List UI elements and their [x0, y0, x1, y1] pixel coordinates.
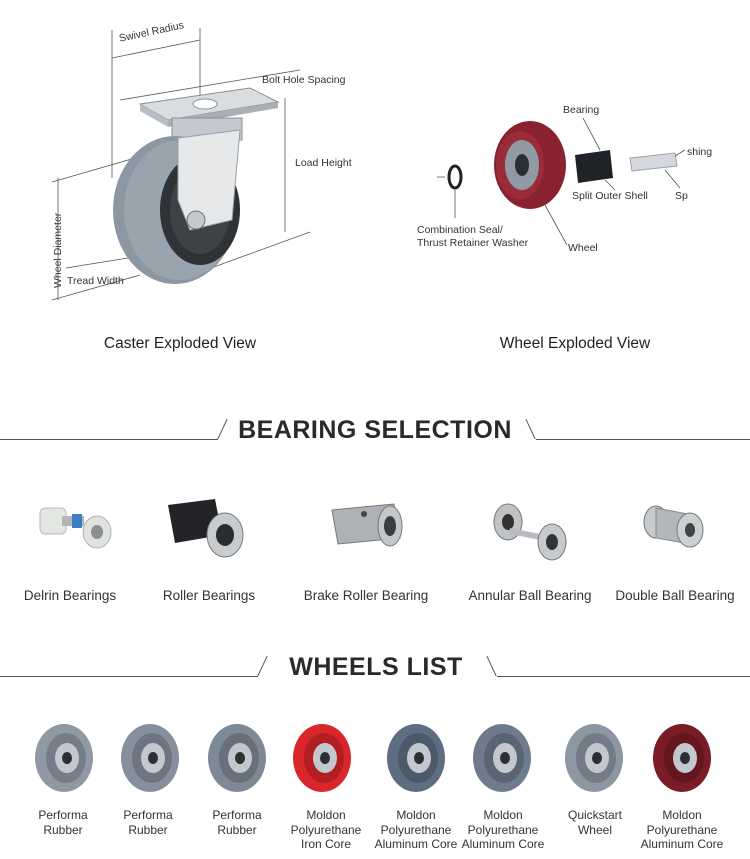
- wheel-images: [0, 718, 750, 818]
- wheel-item-label: Performa Rubber: [212, 808, 262, 837]
- wheel-diagram: [375, 0, 750, 352]
- wheels-section-title: WHEELS LIST: [289, 653, 463, 681]
- wheel-item-label: Performa Rubber: [38, 808, 88, 837]
- wheel-item-icon: [387, 724, 445, 792]
- wheel-item-icon: [293, 724, 351, 792]
- bushing-label: shing: [687, 146, 713, 158]
- wheel-caption: Wheel Exploded View: [499, 335, 651, 352]
- wheel-label: Wheel: [568, 242, 598, 254]
- tread-width-label: Tread Width: [67, 275, 124, 287]
- wheel-diameter-label: Wheel Diameter: [52, 212, 64, 288]
- bearing-item-label: Brake Roller Bearing: [303, 588, 429, 603]
- double-ball-bearing-image: [638, 500, 738, 570]
- wheel-item-icon: [208, 724, 266, 792]
- wheel-item-icon: [565, 724, 623, 792]
- caster-diagram: [0, 0, 375, 352]
- bearing-item-label: Delrin Bearings: [23, 588, 117, 603]
- wheel-illustration: [375, 0, 750, 330]
- wheel-item-label: Moldon Polyurethane Aluminum Core: [374, 808, 458, 851]
- wheel-item-label: Performa Rubber: [123, 808, 173, 837]
- wheel-item-label: Moldon Polyurethane Iron Core: [290, 808, 362, 851]
- bolt-hole-spacing-label: Bolt Hole Spacing: [262, 74, 346, 86]
- seal-label-line1: Combination Seal/: [417, 224, 503, 236]
- seal-label-line2: Thrust Retainer Washer: [417, 237, 529, 249]
- bearing-label: Bearing: [563, 104, 600, 116]
- swivel-radius-label: Swivel Radius: [118, 19, 186, 45]
- delrin-bearing-image: [32, 500, 132, 560]
- brake-roller-bearing-image: [322, 500, 422, 560]
- wheel-item-icon: [653, 724, 711, 792]
- divider-right: [536, 439, 750, 440]
- bearing-section-title: BEARING SELECTION: [238, 416, 512, 444]
- bearing-item-label: Roller Bearings: [162, 588, 256, 603]
- annular-ball-bearing-image: [488, 498, 588, 568]
- split-outer-shell-label: Split Outer Shell: [572, 190, 648, 202]
- divider-slant-right: [525, 419, 535, 439]
- wheel-item-icon: [35, 724, 93, 792]
- divider-left: [0, 676, 258, 677]
- wheel-item-label: Moldon Polyurethane Aluminum Core: [640, 808, 724, 851]
- divider-left: [0, 439, 218, 440]
- bearing-item-label: Annular Ball Bearing: [468, 588, 592, 603]
- divider-slant-right: [486, 656, 496, 676]
- spanner-label: Sp: [675, 190, 688, 202]
- wheel-item-icon: [121, 724, 179, 792]
- wheel-item-icon: [473, 724, 531, 792]
- caster-caption: Caster Exploded View: [103, 335, 257, 352]
- wheel-item-label: Moldon Polyurethane Aluminum Core: [461, 808, 545, 851]
- divider-right: [497, 676, 750, 677]
- roller-bearing-image: [160, 495, 260, 565]
- bearing-item-label: Double Ball Bearing: [615, 588, 735, 603]
- load-height-label: Load Height: [295, 157, 352, 169]
- wheel-item-label: Quickstart Wheel: [567, 808, 622, 837]
